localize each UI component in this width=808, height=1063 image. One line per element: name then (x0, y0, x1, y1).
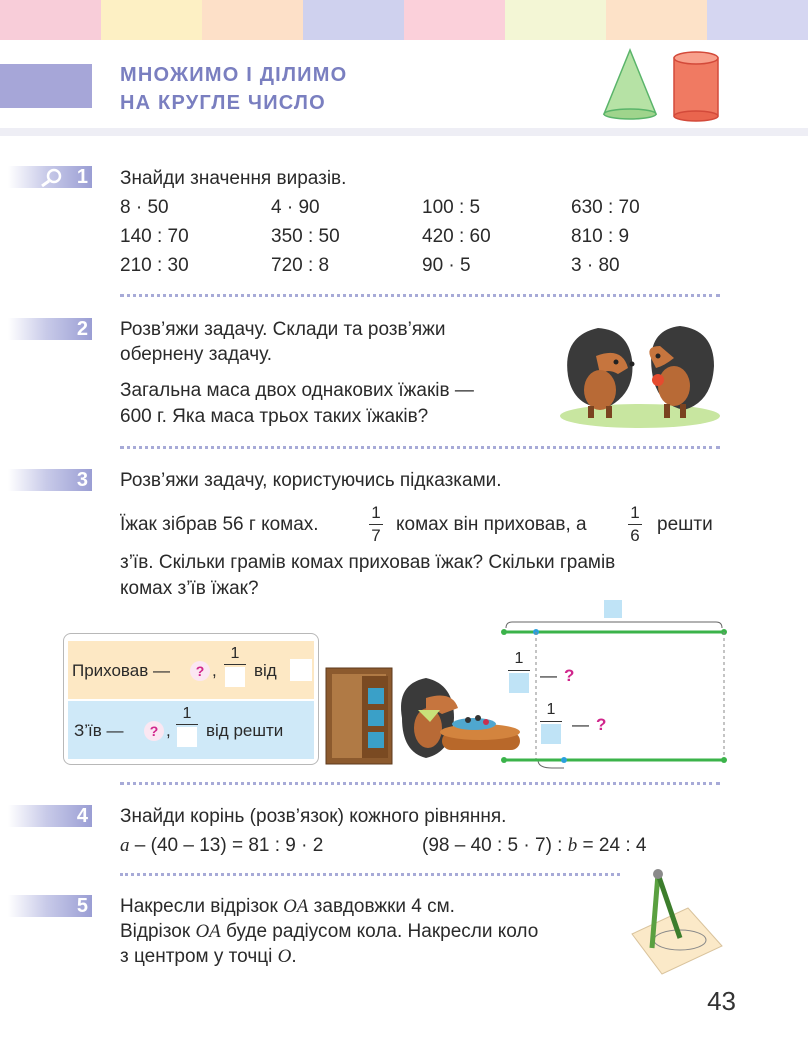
expression: 630 : 70 (571, 197, 640, 218)
exercise-2-line: 600 г. Яка маса трьох таких їжаків? (120, 406, 429, 427)
fraction-numerator: 1 (182, 705, 192, 722)
fraction-numerator: 1 (546, 701, 556, 718)
text: завдовжки 4 см. (308, 896, 455, 917)
diagram-fraction-1 (508, 649, 530, 693)
stripe (0, 0, 101, 40)
hint-of: від решти (206, 721, 284, 740)
stripe (606, 0, 707, 40)
exercise-3-text: решти (657, 514, 713, 535)
answer-box[interactable] (225, 667, 245, 687)
segment-diagram (498, 596, 728, 772)
equation-text: (98 – 40 : 5 · 7) : (422, 835, 568, 856)
exercise-number: 1 (76, 166, 88, 188)
text: . (291, 946, 297, 967)
fraction-numerator: 1 (630, 503, 640, 522)
diagram-fraction-2 (540, 700, 562, 744)
diagram-dash: — (572, 715, 589, 734)
stripe (505, 0, 606, 40)
page-number: 43 (707, 986, 736, 1016)
fraction-bar (508, 670, 530, 671)
fraction-bar (224, 664, 246, 665)
exercise-number: 2 (76, 318, 88, 340)
expression: 3 · 80 (571, 255, 620, 276)
page-title (120, 61, 347, 117)
fraction-bar (369, 524, 383, 525)
fraction-denominator: 6 (630, 526, 640, 545)
exercise-3-text: комах з’їв їжак? (120, 578, 259, 599)
header-rule (0, 128, 808, 136)
stripe (303, 0, 404, 40)
diagram-question: ? (596, 715, 607, 734)
exercise-2-line: обернену задачу. (120, 344, 272, 365)
stripe (404, 0, 505, 40)
expression: 90 · 5 (422, 255, 471, 276)
exercise-2-line: Розв’яжи задачу. Склади та розв’яжи (120, 319, 446, 340)
fraction-numerator: 1 (371, 503, 381, 522)
answer-box[interactable] (177, 727, 197, 747)
fraction-bar (540, 721, 562, 722)
question-mark: ? (144, 721, 164, 741)
answer-box[interactable] (290, 659, 312, 681)
expression: 140 : 70 (120, 226, 189, 247)
exercise-3-text: з’їв. Скільки грамів комах приховав їжак? Скільки грамів (120, 552, 616, 573)
text: Накресли відрізок (120, 896, 284, 917)
exercise-2-tab (8, 318, 92, 340)
equation-text: = 24 : 4 (577, 835, 647, 856)
exercise-3-tab (8, 469, 92, 491)
dotted-divider (120, 446, 720, 449)
diagram-question: ? (564, 666, 575, 685)
variable: b (567, 835, 578, 856)
expression: 8 · 50 (120, 197, 169, 218)
hedgehogs-illustration (548, 316, 722, 432)
hint-row-hidden (68, 641, 314, 699)
title-bar (0, 64, 92, 108)
exercise-number: 3 (76, 469, 88, 491)
fraction-numerator: 1 (230, 645, 240, 662)
variable: a (120, 835, 130, 856)
hint-fraction (224, 645, 246, 687)
variable: OA (283, 896, 309, 917)
hint-row-eaten (68, 701, 314, 759)
equation-2 (422, 833, 646, 859)
text: буде радіусом кола. Накресли коло (220, 921, 539, 942)
exercise-1-tab (8, 166, 92, 188)
fraction-one-seventh (369, 503, 383, 546)
hint-label: З’їв — (74, 721, 124, 740)
exercise-5-tab (8, 895, 92, 917)
text: з центром у точці (120, 946, 278, 967)
exercise-number: 4 (76, 805, 88, 827)
magnifier-icon (34, 167, 68, 187)
hint-comma: , (166, 721, 171, 740)
stripe (101, 0, 202, 40)
equation-1 (120, 833, 323, 859)
hint-of: від (254, 661, 277, 680)
cone-cylinder-illustration (598, 46, 728, 122)
hint-fraction (176, 705, 198, 747)
compass-icon (628, 864, 724, 978)
hint-label: Приховав — (72, 661, 170, 680)
fraction-one-sixth (628, 503, 642, 546)
expression: 720 : 8 (271, 255, 330, 276)
expression: 100 : 5 (422, 197, 481, 218)
exercise-3-text: комах він приховав, а (396, 514, 587, 535)
exercise-4-tab (8, 805, 92, 827)
expression: 4 · 90 (271, 197, 320, 218)
exercise-1-instruction: Знайди значення виразів. (120, 168, 347, 189)
expression: 350 : 50 (271, 226, 340, 247)
question-mark: ? (190, 661, 210, 681)
expression: 420 : 60 (422, 226, 491, 247)
title-line-2: НА КРУГЛЕ ЧИСЛО (120, 92, 326, 114)
dotted-divider (120, 782, 720, 785)
fraction-bar (176, 724, 198, 725)
stripe (202, 0, 303, 40)
exercise-5-line (120, 944, 297, 970)
exercise-number: 5 (76, 895, 88, 917)
fraction-numerator: 1 (514, 650, 524, 667)
dotted-divider (120, 294, 720, 297)
fraction-denominator: 7 (371, 526, 381, 545)
fraction-bar (628, 524, 642, 525)
dotted-divider (120, 873, 620, 876)
diagram-dash: — (540, 666, 557, 685)
exercise-5-line (120, 919, 538, 945)
answer-box[interactable] (541, 724, 561, 744)
text: Відрізок (120, 921, 196, 942)
title-line-1: МНОЖИМО І ДІЛИМО (120, 64, 348, 86)
hint-comma: , (212, 661, 217, 680)
exercise-4-instruction: Знайди корінь (розв’язок) кожного рівняння. (120, 806, 507, 827)
hint-card (63, 633, 319, 765)
variable: O (277, 946, 292, 967)
expression: 810 : 9 (571, 226, 630, 247)
exercise-5-line (120, 894, 455, 920)
equation-text: – (40 – 13) = 81 : 9 · 2 (129, 835, 324, 856)
exercise-3-instruction: Розв’яжи задачу, користуючись підказками. (120, 470, 502, 491)
expression: 210 : 30 (120, 255, 189, 276)
variable: OA (195, 921, 221, 942)
exercise-2-line: Загальна маса двох однакових їжаків — (120, 380, 474, 401)
answer-box[interactable] (509, 673, 529, 693)
stripe (707, 0, 808, 40)
exercise-3-text: Їжак зібрав 56 г комах. (120, 514, 319, 535)
